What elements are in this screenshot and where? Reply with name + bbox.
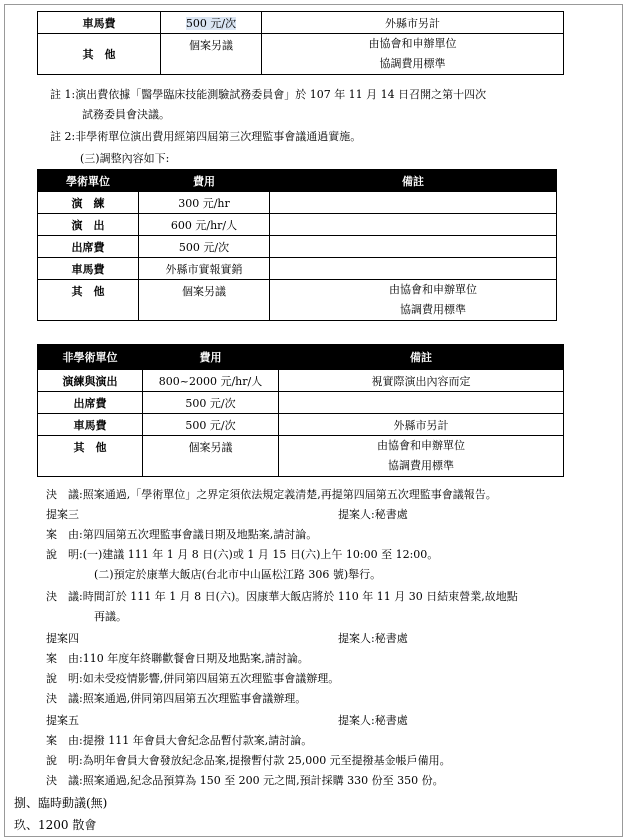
- proposal-3-decision-1: 決 議:時間訂於 111 年 1 月 8 日(六)。因康華大飯店將於 110 年 11 月 30 日結束營業,故地點: [46, 590, 518, 603]
- proposal-4-decision: 決 議:照案通過,併同第四屆第五次理監事會議辦理。: [46, 692, 307, 705]
- proposal-4-explain: 說 明:如未受疫情影響,併同第四屆第五次理監事會議辦理。: [46, 672, 340, 685]
- table-row: [38, 12, 564, 34]
- row-label: 車馬費: [38, 12, 161, 34]
- proposal-3-proposer: 提案人:秘書處: [338, 508, 408, 521]
- row-fee: 500 元/次: [161, 12, 262, 34]
- table-row: 演 練 300 元/hr: [38, 192, 557, 214]
- table-row: 其 他 個案另議 由協會和申辦單位 協調費用標準: [38, 280, 557, 321]
- proposal-4-proposer: 提案人:秘書處: [338, 632, 408, 645]
- table-row: 出席費 500 元/次: [38, 392, 564, 414]
- note-1-cont: 試務委員會決議。: [82, 108, 170, 121]
- table-row: 其 他 個案另議 由協會和申辦單位 協調費用標準: [38, 436, 564, 477]
- adjust-heading: (三)調整內容如下:: [80, 152, 170, 165]
- table-row: 演練與演出 800~2000 元/hr/人 視實際演出內容而定: [38, 370, 564, 392]
- proposal-3-explain-2: (二)預定於康華大飯店(台北市中山區松江路 306 號)舉行。: [94, 568, 382, 581]
- academic-fee-table: [37, 169, 557, 321]
- table-header-row: 學術單位 費用 備註: [38, 170, 557, 192]
- row-note: 由協會和申辦單位 協調費用標準: [262, 34, 564, 75]
- note-2: 註 2:非學術單位演出費用經第四屆第三次理監事會議通過實施。: [50, 130, 362, 143]
- proposal-5-explain: 說 明:為明年會員大會發放紀念品案,提撥暫付款 25,000 元至提撥基金帳戶備用。: [46, 754, 451, 767]
- note-1: 註 1:演出費依據「醫學臨床技能測驗試務委員會」於 107 年 11 月 14 日召開之第十四次: [50, 88, 487, 101]
- proposal-3-explain-1: 說 明:(一)建議 111 年 1 月 8 日(六)或 1 月 15 日(六)上午 10:00 至 12:00。: [46, 548, 439, 561]
- row-fee: 個案另議: [161, 34, 262, 75]
- table-row: [38, 34, 564, 75]
- table-row: 車馬費 500 元/次 外縣市另計: [38, 414, 564, 436]
- table-row: 車馬費 外縣市實報實銷: [38, 258, 557, 280]
- top-fee-table: [37, 11, 564, 75]
- decision-academic: 決 議:照案通過,「學術單位」之界定須依法規定義清楚,再提第四屆第五次理監事會議報告。: [46, 488, 497, 501]
- table-row: 出席費 500 元/次: [38, 236, 557, 258]
- proposal-3-decision-2: 再議。: [94, 610, 127, 623]
- proposal-5-reason: 案 由:提撥 111 年會員大會紀念品暫付款案,請討論。: [46, 734, 313, 747]
- proposal-4-reason: 案 由:110 年度年終聯歡餐會日期及地點案,請討論。: [46, 652, 309, 665]
- nonacademic-fee-table: [37, 344, 564, 477]
- proposal-4-title: 提案四: [46, 632, 79, 645]
- proposal-5-decision: 決 議:照案通過,紀念品預算為 150 至 200 元之間,預計採購 330 份至 350 份。: [46, 774, 444, 787]
- table-row: 演 出 600 元/hr/人: [38, 214, 557, 236]
- row-note: 外縣市另計: [262, 12, 564, 34]
- table-header-row: 非學術單位 費用 備註: [38, 345, 564, 370]
- proposal-5-title: 提案五: [46, 714, 79, 727]
- proposal-3-reason: 案 由:第四屆第五次理監事會議日期及地點案,請討論。: [46, 528, 318, 541]
- item-9: 玖、1200 散會: [14, 818, 97, 832]
- proposal-3-title: 提案三: [46, 508, 79, 521]
- item-8: 捌、臨時動議(無): [14, 796, 108, 810]
- row-label: 其 他: [38, 34, 161, 75]
- proposal-5-proposer: 提案人:秘書處: [338, 714, 408, 727]
